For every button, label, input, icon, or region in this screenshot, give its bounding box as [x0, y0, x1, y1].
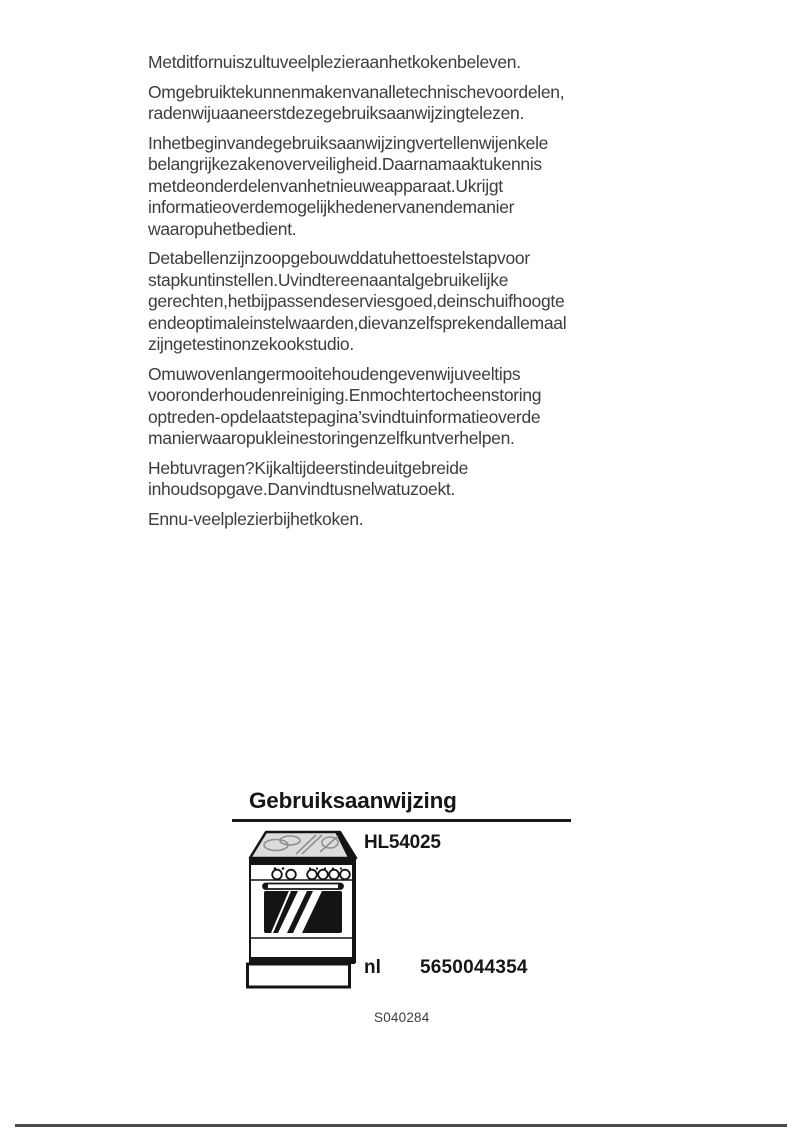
- model-number: HL54025: [364, 832, 441, 853]
- intro-paragraph: [148, 364, 648, 450]
- text-line: Inhetbeginvandegebruiksaanwijzingvertellenwijenkele: [148, 132, 549, 153]
- text-line: Metditfornuiszultuveelplezieraanhetkokenbeleven.: [148, 52, 521, 72]
- text-line: zijngetestinonzekookstudio.: [148, 334, 354, 354]
- intro-text-block: [148, 52, 648, 538]
- text-line: vooronderhoudenreiniging.Enmochtertocheenstoring: [148, 385, 542, 405]
- language-code: nl: [364, 957, 381, 978]
- text-line: Hebtuvragen?Kijkaltijdeerstindeuitgebreide: [148, 457, 469, 478]
- part-number: 5650044354: [420, 957, 528, 978]
- intro-paragraph: [148, 248, 648, 356]
- text-line: stapkuntinstellen.Uvindtereenaantalgebruikelijke: [148, 269, 509, 290]
- stove-illustration-icon: [246, 830, 358, 990]
- text-line: endeoptimaleinstelwaarden,dievanzelfsprekendallemaal: [148, 312, 567, 333]
- intro-paragraph: [148, 82, 648, 125]
- text-line: informatieoverdemogelijkhedenervanendemanier: [148, 197, 515, 217]
- text-line: optreden-opdelaatstepagina’svindtuinformatieoverde: [148, 406, 541, 427]
- text-line: radenwijuaaneerstdezegebruiksaanwijzingtelezen.: [148, 103, 525, 123]
- text-line: Omuwovenlangermooitehoudengevenwijuveeltips: [148, 363, 521, 384]
- title-underline: [232, 819, 571, 822]
- intro-paragraph: [148, 133, 648, 241]
- intro-paragraph: [148, 52, 648, 74]
- text-line: metdeonderdelenvanhetnieuweapparaat.Ukrijgt: [148, 175, 503, 196]
- text-line: Detabellenzijnzoopgebouwddatuhettoestelstapvoor: [148, 248, 530, 268]
- page-bottom-rule: [15, 1124, 787, 1127]
- text-line: Ennu-veelplezierbijhetkoken.: [148, 508, 364, 529]
- text-line: gerechten,hetbijpassendeserviesgoed,deinschuifhoogte: [148, 291, 565, 311]
- intro-paragraph: [148, 458, 648, 501]
- text-line: manierwaaropukleinestoringenzelfkuntverhelpen.: [148, 428, 515, 448]
- text-line: Omgebruiktekunnenmakenvanalletechnischevoordelen,: [148, 81, 565, 102]
- text-line: waaropuhetbedient.: [148, 218, 297, 239]
- text-line: inhoudsopgave.Danvindtusnelwatuzoekt.: [148, 479, 456, 499]
- manual-title: Gebruiksaanwijzing: [249, 788, 457, 813]
- intro-paragraph: [148, 509, 648, 531]
- text-line: belangrijkezakenoverveiligheid.Daarnamaaktukennis: [148, 154, 542, 174]
- print-code: S040284: [374, 1010, 430, 1025]
